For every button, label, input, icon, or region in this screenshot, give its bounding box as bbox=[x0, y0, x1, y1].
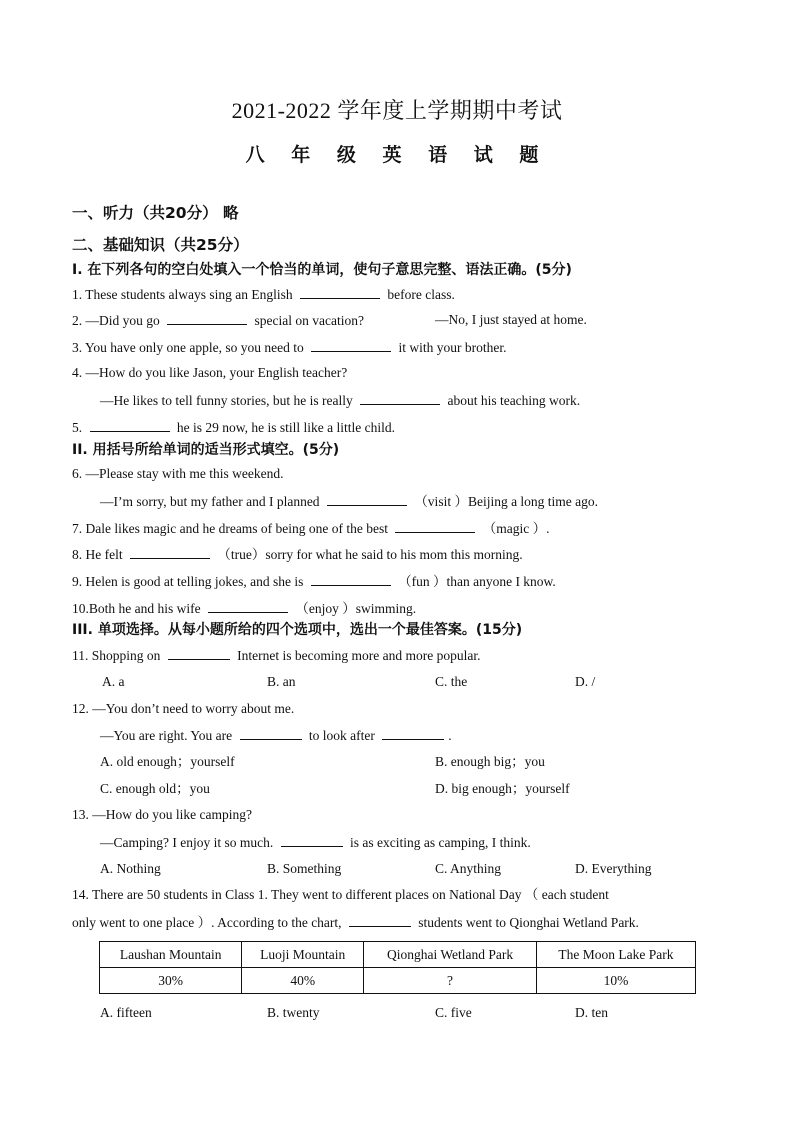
q13-text-c: is as exciting as camping, I think. bbox=[349, 835, 531, 850]
answer-blank[interactable] bbox=[281, 833, 343, 847]
table-value-cell: 40% bbox=[242, 968, 364, 994]
q14-text-b: only went to one place ）. According to the chart, bbox=[72, 915, 342, 930]
q12-text-a: 12. —You don’t need to worry about me. bbox=[72, 701, 295, 716]
table-header-cell: Luoji Mountain bbox=[242, 942, 364, 968]
q1-text-a: 1. These students always sing an English bbox=[72, 287, 293, 302]
table-value-row bbox=[100, 968, 696, 994]
exam-subtitle: 八 年 级 英 语 试 题 bbox=[245, 144, 549, 166]
q12-text-d: . bbox=[448, 728, 452, 743]
question-8 bbox=[72, 545, 523, 564]
question-2 bbox=[72, 311, 364, 330]
q12-option-d[interactable]: D. big enough；yourself bbox=[435, 781, 570, 796]
part-three-heading: III. 单项选择。从每小题所给的四个选项中，选出一个最佳答案。(15分) bbox=[72, 622, 523, 638]
q6-text-b: —I’m sorry, but my father and I planned bbox=[100, 494, 320, 509]
question-10 bbox=[72, 599, 416, 618]
answer-blank[interactable] bbox=[300, 285, 380, 299]
q12-text-c: to look after bbox=[308, 728, 375, 743]
question-3 bbox=[72, 338, 506, 357]
answer-blank[interactable] bbox=[382, 726, 444, 740]
q14-text-a: 14. There are 50 students in Class 1. They went to different places on National Day （ each student bbox=[72, 887, 609, 902]
q13-option-c[interactable]: C. Anything bbox=[435, 861, 502, 876]
q13-text-a: 13. —How do you like camping? bbox=[72, 807, 252, 822]
q9-text-b: （fun ）than anyone I know. bbox=[398, 574, 556, 589]
answer-blank[interactable] bbox=[349, 913, 411, 927]
q3-text-a: 3. You have only one apple, so you need to bbox=[72, 340, 304, 355]
q11-option-b[interactable]: B. an bbox=[267, 674, 296, 689]
question-9 bbox=[72, 572, 556, 591]
q11-text-a: 11. Shopping on bbox=[72, 648, 161, 663]
answer-blank[interactable] bbox=[130, 545, 210, 559]
q2-text-b: special on vacation? bbox=[254, 313, 364, 328]
answer-blank[interactable] bbox=[327, 492, 407, 506]
q5-text-a: 5. bbox=[72, 420, 83, 435]
question-1 bbox=[72, 285, 455, 304]
q14-option-c[interactable]: C. five bbox=[435, 1005, 472, 1020]
table-value-cell: ? bbox=[364, 968, 537, 994]
part-two-heading: II. 用括号所给单词的适当形式填空。(5分) bbox=[72, 442, 340, 458]
q14-option-a[interactable]: A. fifteen bbox=[100, 1005, 152, 1020]
q13-option-a[interactable]: A. Nothing bbox=[100, 861, 161, 876]
part-one-heading: I. 在下列各句的空白处填入一个恰当的单词，使句子意思完整、语法正确。(5分) bbox=[72, 262, 572, 278]
q7-text-b: （magic ）. bbox=[482, 521, 550, 536]
q7-text-a: 7. Dale likes magic and he dreams of being one of the best bbox=[72, 521, 389, 536]
q11-option-d[interactable]: D. / bbox=[575, 674, 596, 689]
answer-blank[interactable] bbox=[311, 338, 391, 352]
question-12-answer bbox=[100, 726, 452, 745]
answer-blank[interactable] bbox=[360, 391, 440, 405]
q12-text-b: —You are right. You are bbox=[100, 728, 233, 743]
exam-title: 2021-2022 学年度上学期期中考试 bbox=[231, 98, 563, 123]
section-listening: 一、听力（共20分） 略 bbox=[72, 204, 239, 222]
section-basic-knowledge: 二、基础知识（共25分） bbox=[72, 236, 249, 254]
table-header-cell: Qionghai Wetland Park bbox=[364, 942, 537, 968]
table-header-cell: The Moon Lake Park bbox=[536, 942, 695, 968]
question-11 bbox=[72, 646, 480, 665]
table-value-cell: 10% bbox=[536, 968, 695, 994]
question-14-line-2 bbox=[72, 913, 639, 932]
q1-text-b: before class. bbox=[387, 287, 455, 302]
answer-blank[interactable] bbox=[167, 311, 247, 325]
answer-blank[interactable] bbox=[311, 572, 391, 586]
q8-text-a: 8. He felt bbox=[72, 547, 123, 562]
q2-text-a: 2. —Did you go bbox=[72, 313, 160, 328]
q13-text-b: —Camping? I enjoy it so much. bbox=[100, 835, 274, 850]
table-header-cell: Laushan Mountain bbox=[100, 942, 242, 968]
answer-blank[interactable] bbox=[168, 646, 230, 660]
q11-text-b: Internet is becoming more and more popular. bbox=[237, 648, 481, 663]
q12-option-c[interactable]: C. enough old；you bbox=[100, 781, 210, 796]
q2-text-c: —No, I just stayed at home. bbox=[435, 312, 587, 327]
answer-blank[interactable] bbox=[395, 519, 475, 533]
q9-text-a: 9. Helen is good at telling jokes, and she is bbox=[72, 574, 304, 589]
answer-blank[interactable] bbox=[90, 418, 170, 432]
answer-blank[interactable] bbox=[208, 599, 288, 613]
q10-text-b: （enjoy ）swimming. bbox=[295, 601, 417, 616]
question-13-answer bbox=[100, 833, 531, 852]
q14-option-b[interactable]: B. twenty bbox=[267, 1005, 320, 1020]
question-6-answer bbox=[100, 492, 598, 511]
table-header-row bbox=[100, 942, 696, 968]
q12-option-b[interactable]: B. enough big；you bbox=[435, 754, 545, 769]
q12-option-a[interactable]: A. old enough；yourself bbox=[100, 754, 235, 769]
q4-text-b: —He likes to tell funny stories, but he is really bbox=[100, 393, 353, 408]
q6-text-a: 6. —Please stay with me this weekend. bbox=[72, 466, 284, 481]
q14-option-d[interactable]: D. ten bbox=[575, 1005, 608, 1020]
question-4-answer bbox=[100, 391, 580, 410]
q11-option-a[interactable]: A. a bbox=[102, 674, 125, 689]
q4-text-c: about his teaching work. bbox=[447, 393, 581, 408]
answer-blank[interactable] bbox=[240, 726, 302, 740]
q10-text-a: 10.Both he and his wife bbox=[72, 601, 201, 616]
q6-text-c: （visit ）Beijing a long time ago. bbox=[414, 494, 599, 509]
question-7 bbox=[72, 519, 550, 538]
q8-text-b: （true）sorry for what he said to his mom this morning. bbox=[217, 547, 523, 562]
q3-text-b: it with your brother. bbox=[398, 340, 507, 355]
q4-text-a: 4. —How do you like Jason, your English teacher? bbox=[72, 365, 348, 380]
q13-option-b[interactable]: B. Something bbox=[267, 861, 342, 876]
q14-data-table bbox=[99, 941, 696, 994]
q11-option-c[interactable]: C. the bbox=[435, 674, 468, 689]
q14-text-c: students went to Qionghai Wetland Park. bbox=[418, 915, 639, 930]
q13-option-d[interactable]: D. Everything bbox=[575, 861, 652, 876]
q5-text-b: he is 29 now, he is still like a little child. bbox=[176, 420, 395, 435]
table-value-cell: 30% bbox=[100, 968, 242, 994]
question-5 bbox=[72, 418, 395, 437]
